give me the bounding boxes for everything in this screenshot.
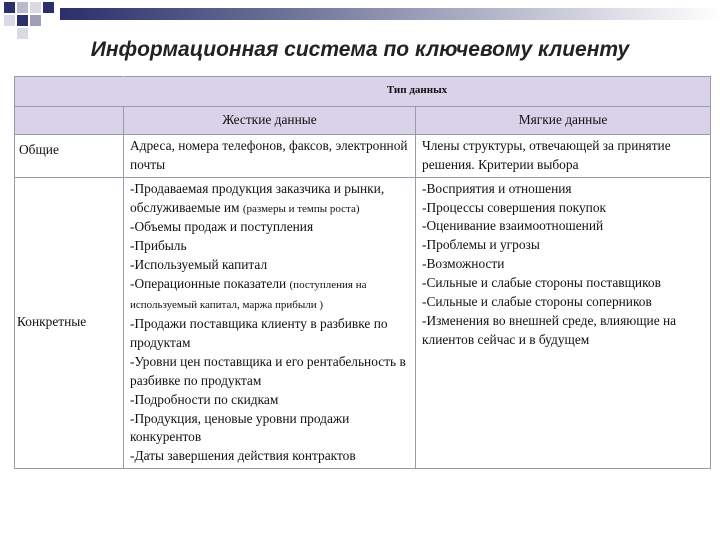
soft-data-item: -Возможности <box>422 256 505 272</box>
hard-data-item-text: -Объемы продаж и поступления <box>130 219 314 235</box>
hard-data-item <box>130 275 409 315</box>
hard-data-item <box>130 237 409 256</box>
hard-data-item <box>130 410 409 448</box>
hard-data-item-note: (размеры и темпы роста) <box>242 202 360 215</box>
hard-data-item-text: -Подробности по скидкам <box>130 391 279 407</box>
data-type-header: Тип данных <box>124 77 711 107</box>
page-title: Информационная система по ключевому клиенту <box>90 38 630 61</box>
hard-data-header: Жесткие данные <box>124 106 416 134</box>
hard-data-item <box>130 447 409 466</box>
hard-data-item-text: -Операционные показатели <box>130 276 290 292</box>
hard-data-item-text: -Даты завершения действия контрактов <box>130 448 356 464</box>
decorative-squares <box>0 0 60 40</box>
hard-data-item-text: -Уровни цен поставщика и его рентабельность в разбивке по продуктам <box>130 353 406 388</box>
hard-data-item-text: -Прибыль <box>130 238 187 254</box>
hard-data-item <box>130 391 409 410</box>
row-label-specific: Конкретные <box>15 177 124 469</box>
hard-data-item-text: -Продаваемая продукция заказчика и рынки, обслуживаемые им <box>130 180 385 215</box>
soft-data-item: -Сильные и слабые стороны соперников <box>422 294 652 310</box>
header-gradient-bar <box>60 8 720 20</box>
soft-data-header: Мягкие данные <box>416 106 711 134</box>
header-empty-cell <box>15 106 124 134</box>
square-light <box>4 15 15 26</box>
header-empty-cell <box>15 77 124 107</box>
square-light <box>17 2 28 13</box>
hard-data-item <box>130 256 409 275</box>
square-dark <box>17 15 28 26</box>
soft-data-item: -Сильные и слабые стороны поставщиков <box>422 275 661 291</box>
table-row-specific <box>15 177 711 469</box>
specific-soft-cell <box>416 177 711 469</box>
general-hard-cell: Адреса, номера телефонов, факсов, электронной почты <box>124 134 416 177</box>
header-row-columns <box>15 106 711 134</box>
soft-data-item: -Процессы совершения покупок <box>422 199 607 215</box>
hard-data-item-text: -Продажи поставщика клиенту в разбивке по продуктам <box>130 315 388 350</box>
row-label-general: Общие <box>15 134 124 177</box>
hard-data-item-note: (поступления на используемый капитал, маржа прибыли ) <box>130 279 367 312</box>
general-soft-cell: Члены структуры, отвечающей за принятие решения. Критерии выбора <box>416 134 711 177</box>
hard-data-item <box>130 353 409 391</box>
soft-data-item: -Проблемы и угрозы <box>422 237 540 253</box>
table-row-general <box>15 134 711 177</box>
square-dark <box>4 2 15 13</box>
hard-data-item <box>130 315 409 353</box>
hard-data-item <box>130 180 409 219</box>
hard-data-item <box>130 218 409 237</box>
key-client-info-table <box>14 76 711 469</box>
specific-hard-cell <box>124 177 416 469</box>
square-light <box>30 2 41 13</box>
soft-data-item: -Изменения во внешней среде, влияющие на клиентов сейчас и в будущем <box>422 312 677 347</box>
square-mid <box>30 15 41 26</box>
hard-data-item-text: -Используемый капитал <box>130 257 268 273</box>
header-row-type <box>15 77 711 107</box>
soft-data-item: -Оценивание взаимоотношений <box>422 218 604 234</box>
hard-data-item-text: -Продукция, ценовые уровни продажи конкурентов <box>130 410 350 445</box>
square-dark <box>43 2 54 13</box>
soft-data-item: -Восприятия и отношения <box>422 180 572 196</box>
